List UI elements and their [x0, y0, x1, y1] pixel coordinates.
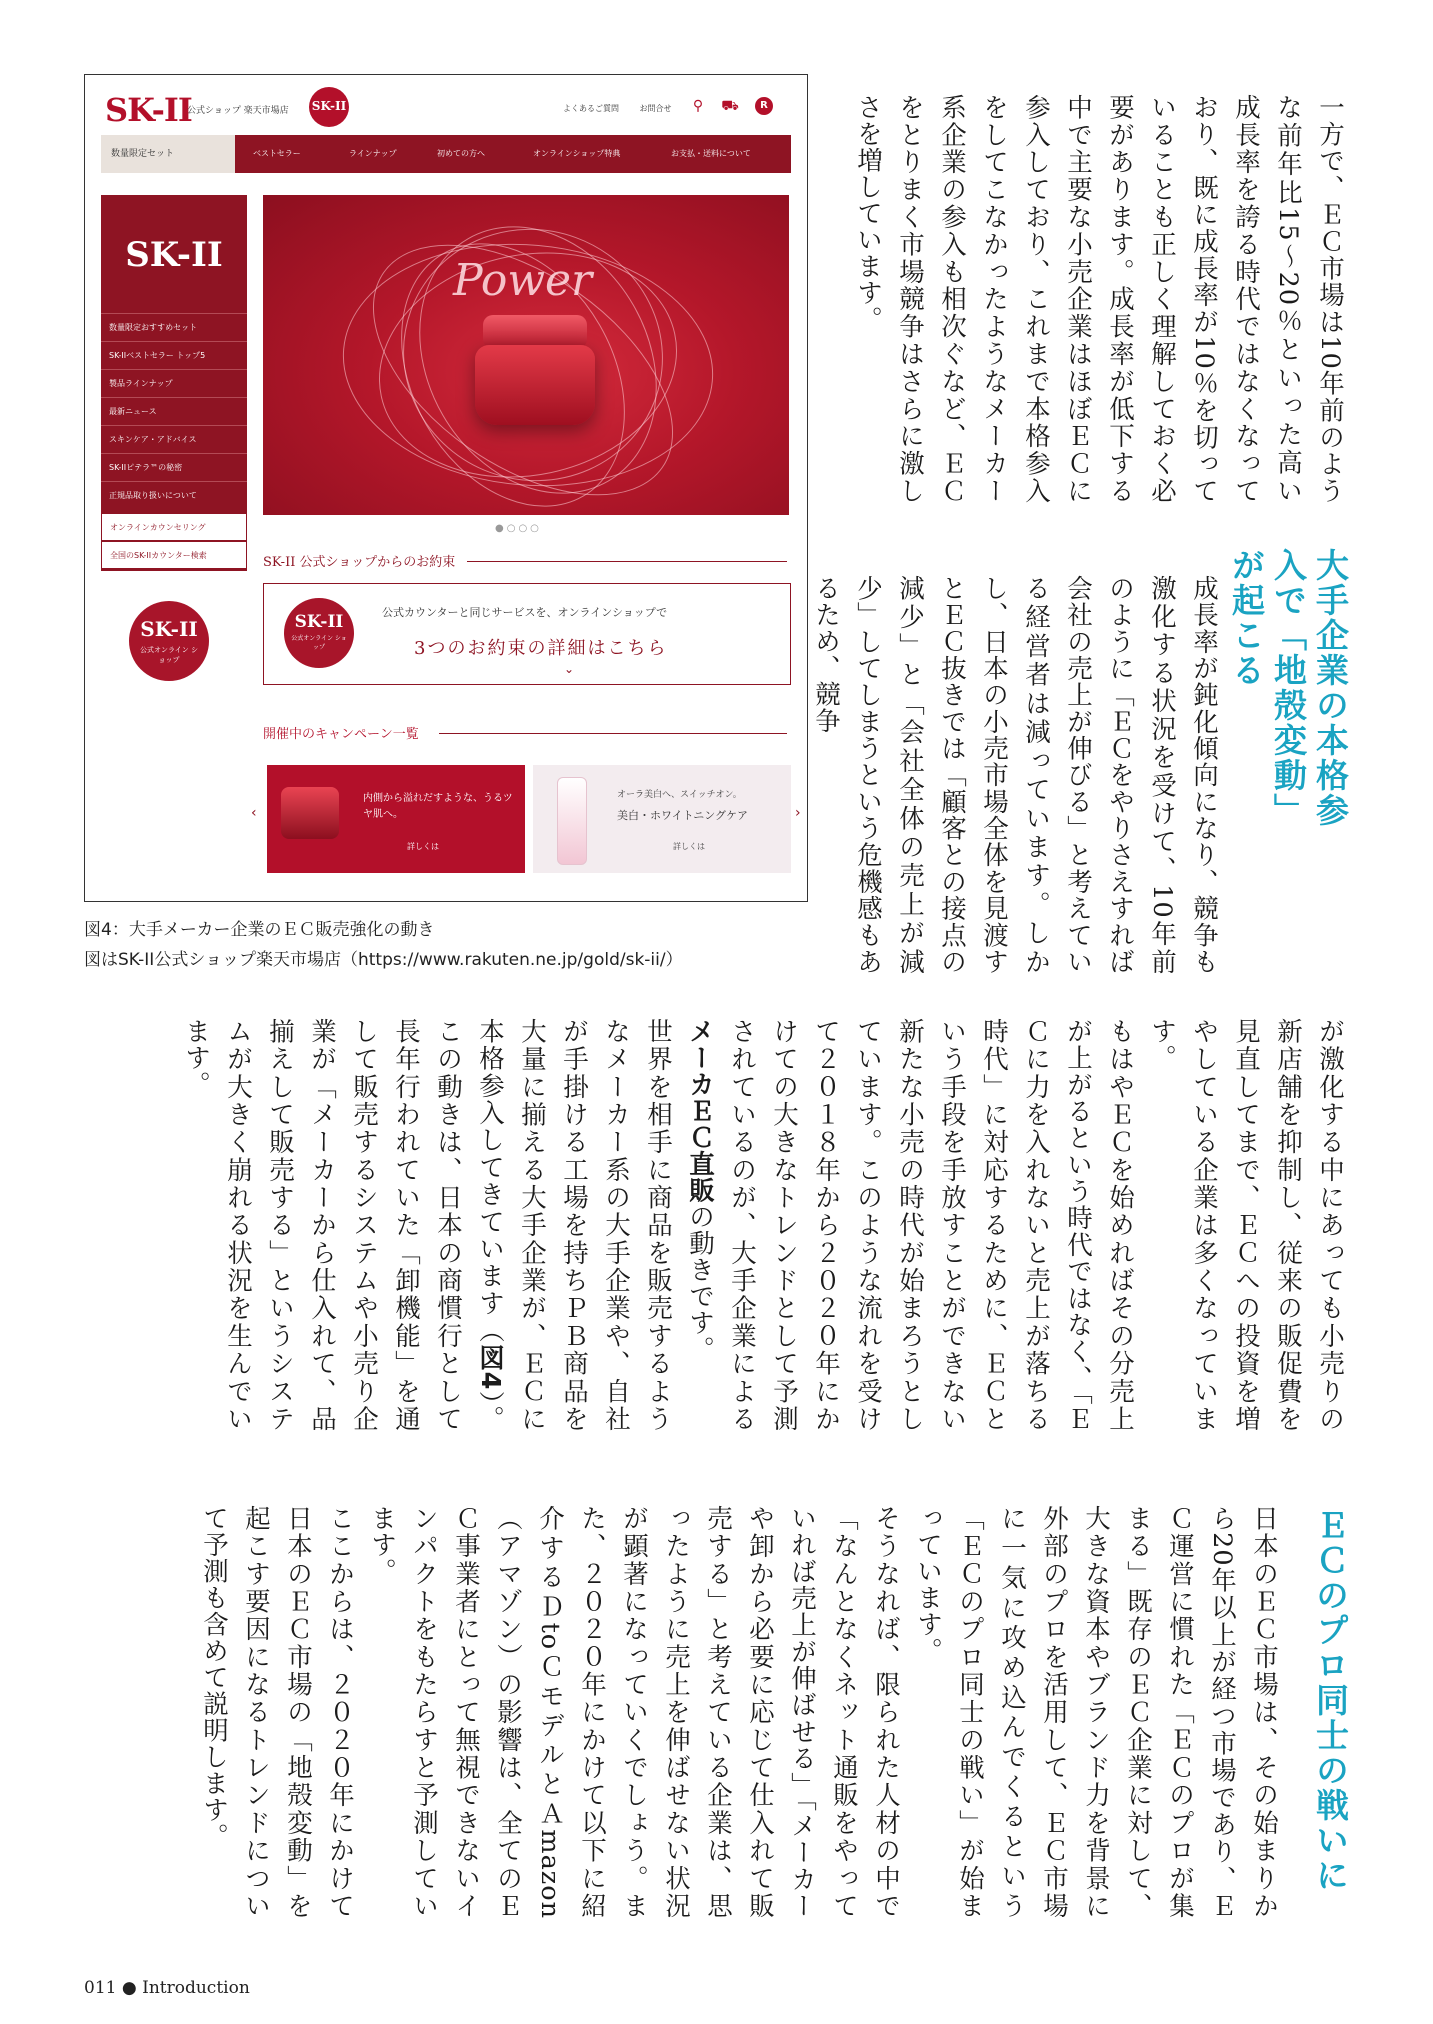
- shop-badge-icon: SK-II: [309, 87, 349, 127]
- promise-badge: [284, 598, 354, 668]
- contact-link: お問合せ: [639, 104, 672, 113]
- top-links: [563, 103, 690, 114]
- bullet-icon: ●: [121, 1978, 143, 1998]
- nav-feature: 数量限定セット: [101, 135, 235, 173]
- figure-caption: [84, 915, 683, 975]
- section-heading: [1299, 1508, 1351, 1948]
- paragraph: [811, 575, 1225, 976]
- sidebar-item: 正規品取り扱いについて: [101, 481, 247, 509]
- divider: [467, 561, 787, 562]
- nav-item: お支払・送料について: [671, 149, 751, 158]
- section-name: Introduction: [142, 1978, 250, 1998]
- product-jar-lid: [483, 315, 587, 349]
- campaign-2-text-1: オーラ美白へ、スイッチオン。: [617, 790, 742, 800]
- nav-item: ベストセラー: [253, 149, 301, 158]
- brand-logo: SK-II: [105, 91, 192, 129]
- nav-item: 初めての方へ: [437, 149, 485, 158]
- campaign-title: 開催中のキャンペーン一覧: [263, 727, 419, 742]
- hero-word: Power: [453, 255, 593, 306]
- emphasis-text: メーカＥＣ直販: [685, 1018, 715, 1204]
- paragraph: [853, 94, 1351, 504]
- page-footer: [84, 1978, 250, 1998]
- chevron-left-icon: ‹: [251, 805, 257, 821]
- sidebar-item: 最新ニュース: [101, 397, 247, 425]
- paragraph-text: そうなれば、限られた人材の中で「なんとなくネット通販をやっていれば売上が伸ばせる」「メーカーや卸から必要に応じて仕入れて販売する」と考えている企業は、思ったように売上を伸ばせない状況が顕著になっていくでしょう。また、２０２０年にかけて以下に紹介するＤtoＣモデルとＡmazon（アマゾン）の影響は、全てのＥＣ事業者にとって無視できないインパクトをもたらすと予測しています。: [367, 1505, 901, 1919]
- sidebar-item: 製品ラインナップ: [101, 369, 247, 397]
- chevron-right-icon: ›: [795, 805, 801, 821]
- chevron-down-icon: ⌄: [564, 662, 575, 676]
- sidebar-item: 数量限定おすすめセット: [101, 313, 247, 341]
- campaign-2-link: 詳しくは: [673, 842, 705, 851]
- section-heading: [1227, 548, 1351, 848]
- paragraph-text: 日本のＥＣ市場は、その始まりから20年以上が経つ市場であり、ＥＣ運営に慣れた「ＥＣのプロが集まる」既存のＥＣ企業に対して、大きな資本やブランド力を背景に外部のプロを活用して、ＥＣ市場に一気に攻め込んでくるという「ＥＣのプロ同士の戦い」が始まっています。: [913, 1505, 1279, 1919]
- rakuten-icon: R: [755, 97, 773, 115]
- sidebar-item: スキンケア・アドバイス: [101, 425, 247, 453]
- paragraph-text: もはやＥＣを始めればその分売上が上がるという時代ではなく、「ＥＣに力を入れないと売上が落ちる時代」に対応するために、ＥＣという手段を手放すことができない新たな小売の時代が始まろうとしています。このような流れを受けて２０１８年から２０２０年にかけての大きなトレンドとして予測されているのが、大手企業による: [727, 1018, 1135, 1432]
- sidebar-logo: SK-II: [125, 235, 223, 275]
- sidebar-item: 全国のSK-IIカウンター検索: [101, 541, 247, 569]
- badge-sub: 公式オンライン ショップ: [139, 646, 198, 664]
- promise-line-1: 公式カウンターと同じサービスを、オンラインショップで: [382, 606, 668, 619]
- promise-title: SK-II 公式ショップからのお約束: [263, 555, 456, 570]
- heading-text: ＥＣのプロ同士の戦いに: [1311, 1508, 1350, 1893]
- campaign-2-text-2: 美白・ホワイトニングケア: [617, 809, 749, 822]
- paragraph: [199, 1505, 1285, 1919]
- product-jar-icon: [281, 787, 339, 839]
- figure-screenshot: [84, 74, 808, 902]
- campaign-1-link: 詳しくは: [407, 842, 439, 851]
- promise-box: [263, 583, 791, 685]
- paragraph: [181, 1018, 1351, 1433]
- search-icon: ⚲: [692, 98, 704, 114]
- shop-title: 公式ショップ 楽天市場店: [187, 106, 289, 116]
- divider: [439, 733, 787, 734]
- badge-text: SK-II: [140, 617, 198, 641]
- badge-text: SK-II: [294, 612, 344, 632]
- sidebar-item: オンラインカウンセリング: [101, 513, 247, 541]
- paragraph-text: 成長率が鈍化傾向になり、競争も激化する状況を受けて、10年前のように「ＥＣをやりさえすれば会社の売上が伸びる」と考えている経営者は減っています。しかし、日本の小売市場全体を見渡すとＥＣ抜きでは「顧客との接点の減少」と「会社全体の売上が減少」してしまうという危機感もあるため、競争: [811, 575, 1219, 976]
- hero-banner: [263, 195, 789, 515]
- caption-line-1: 図4：大手メーカー企業のＥＣ販売強化の動き: [84, 920, 435, 940]
- paragraph-text: 一方で、ＥＣ市場は10年前のような前年比15～20％といった高い成長率を誇る時代ではなくなっており、既に成長率が10％を切っていることも正しく理解しておく必要があります。成長率が低下する中で主要な小売企業はほぼＥＣに参入しており、これまで本格参入をしてこなかったようなメーカー系企業の参入も相次ぐなど、ＥＣをとりまく市場競争はさらに激しさを増しています。: [853, 94, 1345, 504]
- nav-item: オンラインショップ特典: [533, 149, 621, 158]
- product-bottle-icon: [557, 777, 587, 865]
- paragraph-text: の動きです。: [685, 1203, 715, 1363]
- carousel-dots: ●○○○: [495, 523, 542, 534]
- nav-item: ラインナップ: [349, 149, 397, 158]
- page-number: 011: [84, 1978, 117, 1998]
- paragraph-text: ）。この動きは、日本の商慣行として長年行われていた「卸機能」を通して販売するシステムや小売り企業が「メーカーから仕入れて、品揃えして販売する」というシステムが大きく崩れる状況を生んでいます。: [181, 1018, 505, 1433]
- campaign-banner-2: [533, 765, 791, 873]
- paragraph-text: が激化する中にあっても小売りの新店舗を抑制し、従来の販促費を見直してまで、ＥＣへの投資を増やしている企業は多くなっています。: [1147, 1018, 1345, 1432]
- product-jar-icon: [475, 345, 595, 425]
- campaign-banner-1: [267, 765, 525, 873]
- sidebar-item: SK-IIピテラ™の秘密: [101, 453, 247, 481]
- sidebar-item: SK-IIベストセラー トップ5: [101, 341, 247, 369]
- faq-link: よくあるご質問: [563, 104, 619, 113]
- online-shop-badge: [129, 601, 209, 681]
- heading-text: 大手企業の本格参入で「地殻変動」が起こる: [1227, 548, 1350, 828]
- promise-line-2: 3つのお約束の詳細はこちら: [414, 638, 668, 659]
- badge-sub: 公式オンライン ショップ: [291, 635, 347, 651]
- paragraph-text: 世界を相手に商品を販売するようなメーカー系の大手企業や、自社が手掛ける工場を持ちＰＢ商品を大量に揃える大手企業が、ＥＣに本格参入してきています（: [475, 1018, 673, 1432]
- cart-icon: ⛟: [721, 98, 739, 114]
- sidebar: [101, 195, 247, 571]
- campaign-1-text: 内側から溢れだすような、うるツヤ肌へ。: [363, 793, 513, 820]
- caption-line-2: 図はSK-II公式ショップ楽天市場店（https://www.rakuten.ne.jp/gold/sk-ii/）: [84, 950, 683, 970]
- nav-bar: [101, 135, 791, 173]
- paragraph-text: ここからは、２０２０年にかけて日本のＥＣ市場の「地殻変動」を起こす要因になるトレンドについて予測も含めて説明します。: [199, 1505, 355, 1919]
- emphasis-text: 図4: [475, 1344, 505, 1391]
